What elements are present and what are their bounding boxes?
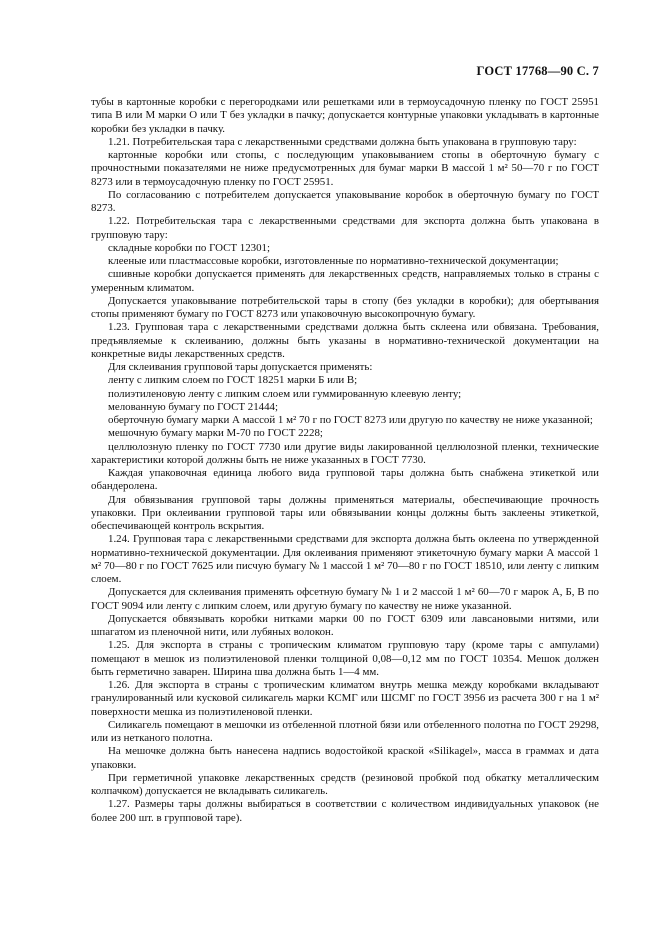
paragraph: По согласованию с потребителем допускается упаковывание коробок в оберточную бумагу по ГОСТ 8273. bbox=[91, 188, 599, 214]
paragraph: сшивные коробки допускается применять для лекарственных средств, направляемых только в страны с умеренным климатом. bbox=[91, 268, 599, 294]
paragraph: 1.22. Потребительская тара с лекарственными средствами для экспорта должна быть упакована в групповую тару: bbox=[91, 215, 599, 241]
paragraph: 1.24. Групповая тара с лекарственными средствами для экспорта должна быть оклеена по утвержденной нормативно-технической документации. Для оклеивания применяют этикеточную бумагу марки А массой 1 м² 70—80 г по ГОСТ 7625 или писчую бумагу № 1 массой 1 м² 70—80 г по ГОСТ 18510, или ленту с липким слоем. bbox=[91, 533, 599, 585]
paragraph: оберточную бумагу марки А массой 1 м² 70 г по ГОСТ 8273 или другую по качеству не ниже указанной; bbox=[108, 414, 593, 426]
paragraph: Для склеивания групповой тары допускается применять: bbox=[108, 361, 373, 373]
paragraph: 1.21. Потребительская тара с лекарственными средствами должна быть упакована в групповую тару: bbox=[108, 135, 577, 148]
paragraph: 1.23. Групповая тара с лекарственными средствами должна быть склеена или обвязана. Требования, предъявляемые к склеиванию, должны быть указаны в нормативно-технической документации на конкретные виды лекарственных средств. bbox=[91, 321, 599, 360]
paragraph: клееные или пластмассовые коробки, изготовленные по нормативно-технической документации; bbox=[108, 255, 559, 267]
paragraph: полиэтиленовую ленту с липким слоем или гуммированную клеевую ленту; bbox=[108, 387, 462, 400]
paragraph: Каждая упаковочная единица любого вида групповой тары должна быть снабжена этикеткой или обандеролена. bbox=[91, 467, 599, 493]
paragraph: 1.25. Для экспорта в страны с тропическим климатом групповую тару (кроме тары с ампулами) помещают в мешок из полиэтиленовой пленки толщиной 0,08—0,12 мм по ГОСТ 10354. Мешок должен быть герметично заварен. Ширина шва должна быть 1—4 мм. bbox=[91, 639, 599, 678]
paragraph: картонные коробки или стопы, с последующим упаковыванием стопы в оберточную бумагу с прочностными показателями не ниже предусмотренных для бумаг марки В массой 1 м² 50—70 г по ГОСТ 8273 или в термоусадочную пленку по ГОСТ 25951. bbox=[91, 149, 599, 188]
paragraph: При герметичной упаковке лекарственных средств (резиновой пробкой под обкатку металлическим колпачком) допускается не вкладывать силикагель. bbox=[91, 771, 599, 797]
paragraph: 1.26. Для экспорта в страны с тропическим климатом внутрь мешка между коробками вкладывают гранулированный или кусковой силикагель марки КСМГ или ШСМГ по ГОСТ 3956 из расчета 300 г на 1 м² поверхности мешка из полиэтиленовой пленки. bbox=[91, 679, 599, 718]
paragraph: складные коробки по ГОСТ 12301; bbox=[108, 241, 271, 254]
paragraph: Допускается обвязывать коробки нитками марки 00 по ГОСТ 6309 или лавсановыми нитями, или шпагатом из пленочной нити, или лубяных волокон. bbox=[91, 612, 599, 638]
page-header: ГОСТ 17768—90 С. 7 bbox=[476, 64, 599, 78]
document-body bbox=[91, 96, 599, 825]
paragraph: целлюлозную пленку по ГОСТ 7730 или другие виды лакированной целлюлозной пленки, технические характеристики которой должны быть не ниже указанных в ГОСТ 7730. bbox=[91, 440, 599, 466]
paragraph: Допускается упаковывание потребительской тары в стопу (без укладки в коробки); для обертывания стопы применяют бумагу по ГОСТ 8273 или упаковочную высокопрочную бумагу. bbox=[91, 294, 599, 320]
paragraph: Допускается для склеивания применять офсетную бумагу № 1 и 2 массой 1 м² 60—70 г марок А, Б, В по ГОСТ 9094 или ленту с липким слоем, или другую бумагу по качеству не ниже указанной. bbox=[91, 586, 599, 612]
paragraph: ленту с липким слоем по ГОСТ 18251 марки Б или В; bbox=[108, 374, 358, 387]
paragraph: мешочную бумагу марки М-70 по ГОСТ 2228; bbox=[108, 427, 323, 440]
paragraph: Силикагель помещают в мешочки из отбеленной плотной бязи или отбеленного полотна по ГОСТ 29298, или из нетканого полотна. bbox=[91, 718, 599, 744]
paragraph: мелованную бумагу по ГОСТ 21444; bbox=[108, 400, 279, 413]
paragraph: На мешочке должна быть нанесена надпись водостойкой краской «Silikagel», масса в граммах и дата упаковки. bbox=[91, 745, 599, 771]
paragraph: тубы в картонные коробки с перегородками или решетками или в термоусадочную пленку по ГОСТ 25951 типа В или М марки О или Т без укладки в пачку; допускается контурные упаковки укладывать в картонные коробки без укладки в пачку. bbox=[91, 96, 599, 135]
paragraph: Для обвязывания групповой тары должны применяться материалы, обеспечивающие прочность упаковки. При оклеивании групповой тары или обвязывании концы должны быть заклеены этикеткой, обеспечивающей контроль вскрытия. bbox=[91, 493, 599, 532]
paragraph: 1.27. Размеры тары должны выбираться в соответствии с количеством индивидуальных упаковок (не более 200 шт. в групповой таре). bbox=[91, 798, 599, 824]
